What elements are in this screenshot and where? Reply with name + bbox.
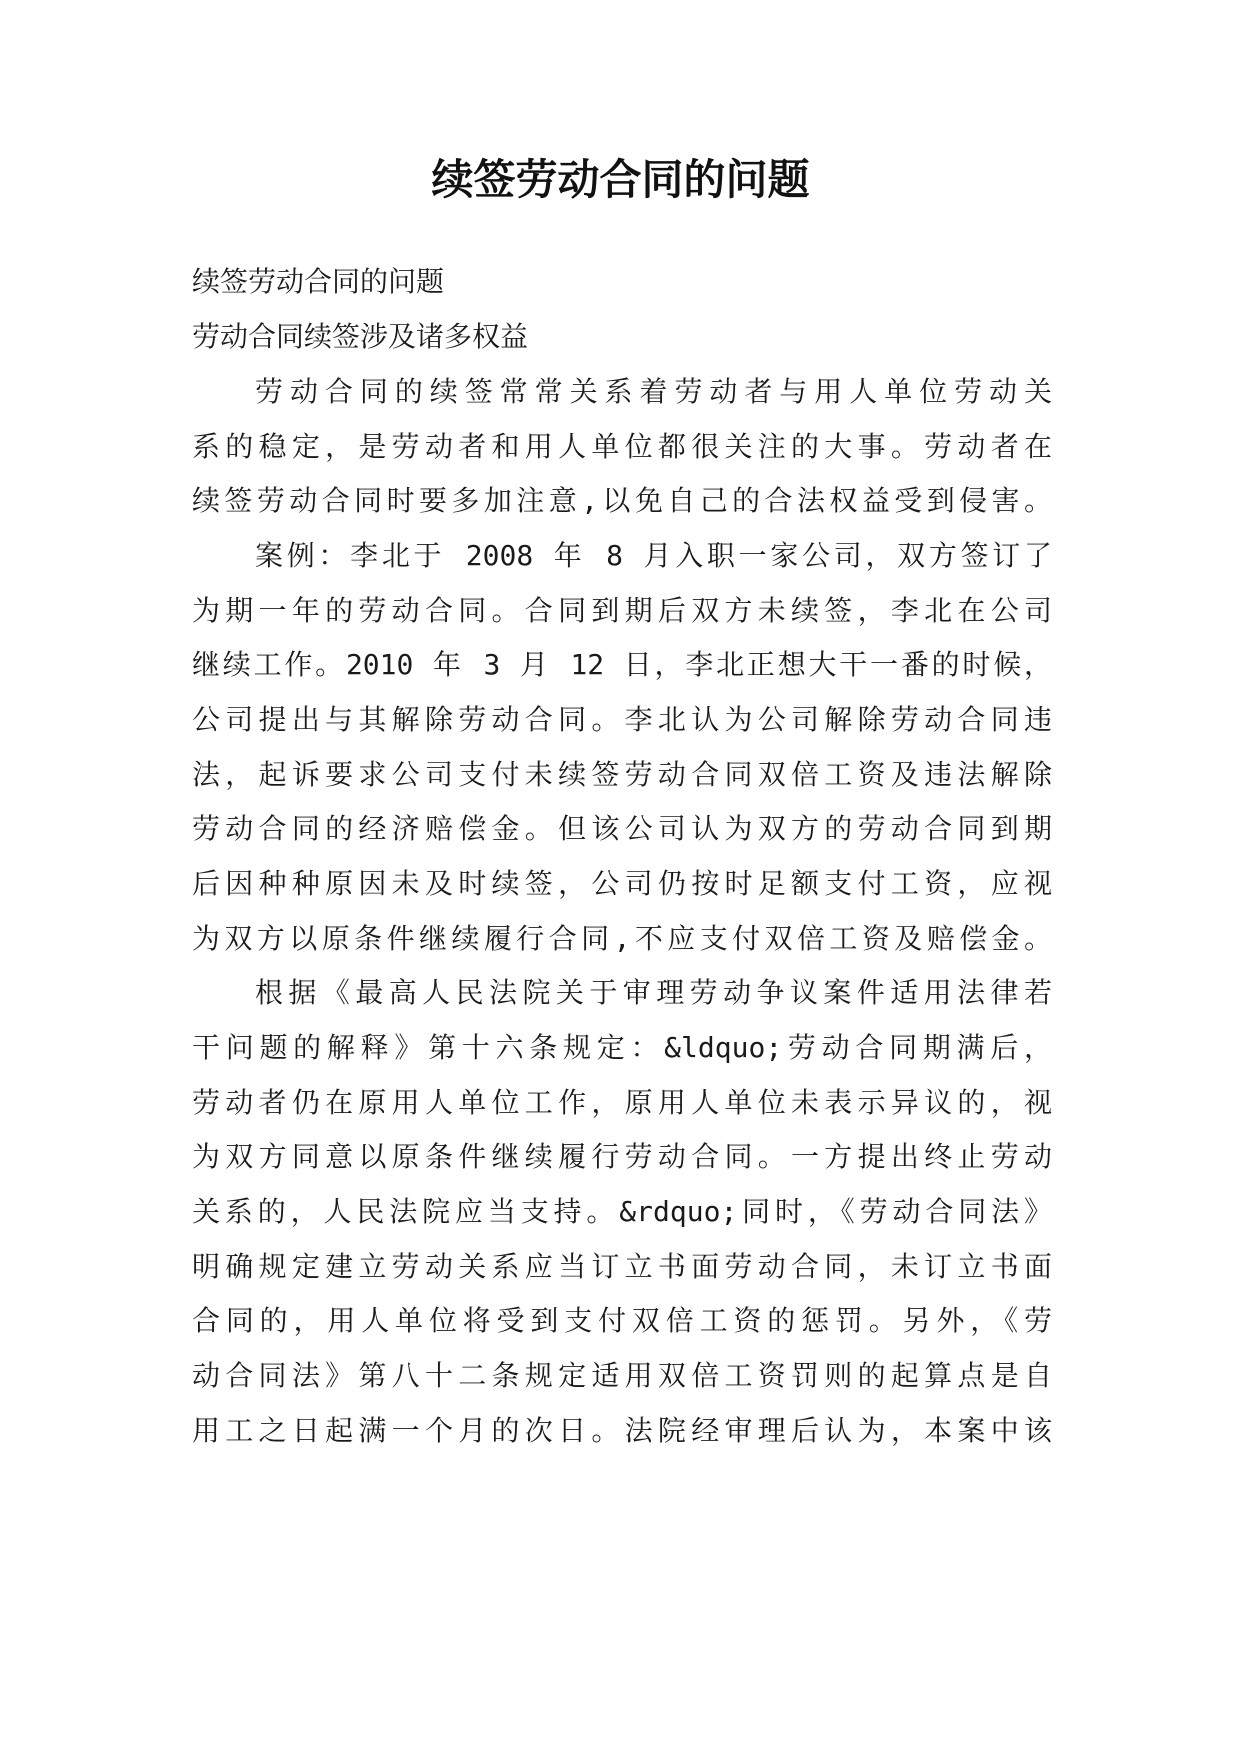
document-title: 续签劳动合同的问题 — [431, 155, 810, 204]
paragraph-line: 合同的，用人单位将受到支付双倍工资的惩罚。另外，《劳 — [192, 1304, 1052, 1337]
paragraph-line: 劳动者仍在原用人单位工作，原用人单位未表示异议的，视 — [192, 1086, 1052, 1119]
subtitle-line: 劳动合同续签涉及诸多权益 — [192, 320, 529, 353]
paragraph-line: 根据《最高人民法院关于审理劳动争议案件适用法律若 — [255, 976, 1052, 1009]
paragraph-line: 公司提出与其解除劳动合同。李北认为公司解除劳动合同违 — [192, 703, 1052, 736]
paragraph-line: 关系的，人民法院应当支持。&rdquo;同时，《劳动合同法》 — [192, 1195, 1052, 1228]
paragraph-line: 为双方同意以原条件继续履行劳动合同。一方提出终止劳动 — [192, 1140, 1052, 1173]
paragraph-line: 用工之日起满一个月的次日。法院经审理后认为，本案中该 — [192, 1414, 1052, 1447]
paragraph-line: 为期一年的劳动合同。合同到期后双方未续签，李北在公司 — [192, 594, 1052, 627]
paragraph-line: 续签劳动合同时要多加注意,以免自己的合法权益受到侵害。 — [192, 484, 1052, 517]
paragraph-line: 继续工作。2010 年 3 月 12 日，李北正想大干一番的时候， — [192, 648, 1052, 681]
paragraph-line: 系的稳定，是劳动者和用人单位都很关注的大事。劳动者在 — [192, 430, 1052, 463]
paragraph-line: 为双方以原条件继续履行合同,不应支付双倍工资及赔偿金。 — [192, 922, 1052, 955]
paragraph-line: 劳动合同的续签常常关系着劳动者与用人单位劳动关 — [255, 375, 1052, 408]
paragraph-line: 明确规定建立劳动关系应当订立书面劳动合同，未订立书面 — [192, 1250, 1052, 1283]
paragraph-line: 法，起诉要求公司支付未续签劳动合同双倍工资及违法解除 — [192, 758, 1052, 791]
subtitle-line: 续签劳动合同的问题 — [192, 265, 445, 298]
paragraph-line: 干问题的解释》第十六条规定：&ldquo;劳动合同期满后， — [192, 1031, 1052, 1064]
paragraph-line: 劳动合同的经济赔偿金。但该公司认为双方的劳动合同到期 — [192, 812, 1052, 845]
paragraph-line: 动合同法》第八十二条规定适用双倍工资罚则的起算点是自 — [192, 1359, 1052, 1392]
paragraph-line: 后因种种原因未及时续签，公司仍按时足额支付工资，应视 — [192, 867, 1052, 900]
paragraph-line: 案例：李北于 2008 年 8 月入职一家公司，双方签订了 — [255, 539, 1052, 572]
